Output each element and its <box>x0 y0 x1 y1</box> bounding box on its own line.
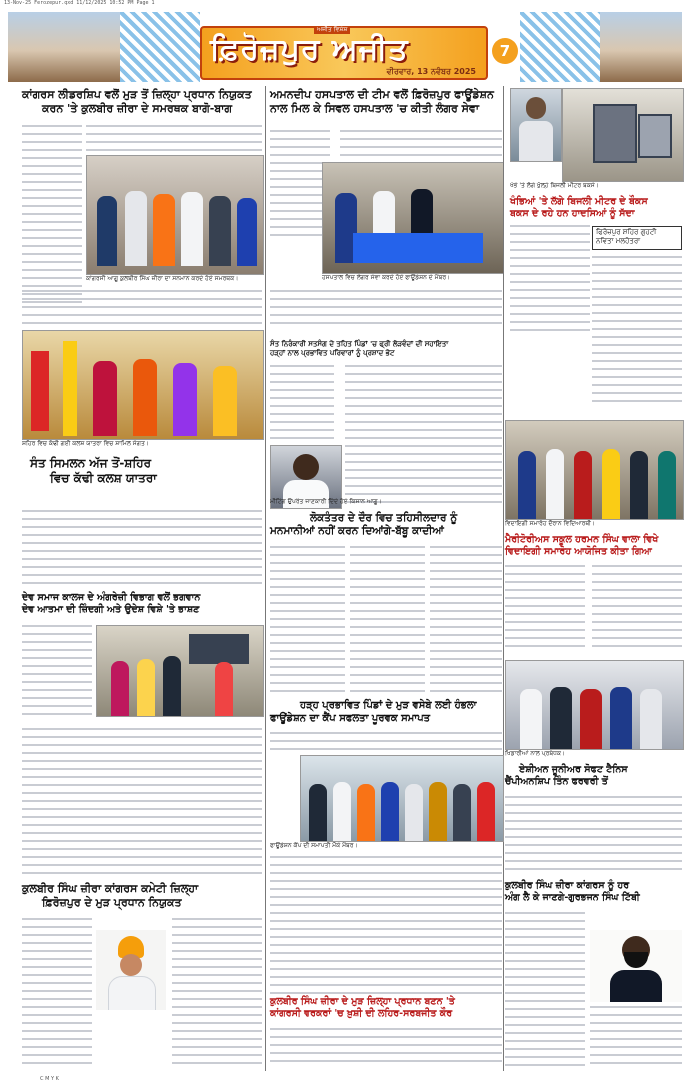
page-number: 7 <box>492 38 518 64</box>
masthead-pattern-right <box>520 12 600 82</box>
article-2-body-bottom <box>270 290 502 330</box>
kalash-photo-caption: ਸ਼ਹਿਰ ਵਿਚ ਕੱਢੀ ਗਈ ਕਲਸ਼ ਯਾਤਰਾ ਵਿਚ ਸ਼ਾਮਿਲ ਸੰਗਤ। <box>22 440 149 447</box>
article-7-headline <box>22 592 262 616</box>
article-13-headline-line2: ਹੜ੍ਹਾਂ ਨਾਲ ਪ੍ਰਭਾਵਿਤ ਪਰਿਵਾਰਾਂ ਨੂੰ ਪ੍ਰਸ਼ਾਦ ਭੇਟ <box>270 348 395 357</box>
article-9-headline <box>505 764 682 788</box>
masthead-title-box <box>200 26 488 80</box>
masthead <box>0 12 687 82</box>
article-10-headline-line2: ਫ਼ਿਰੋਜ਼ਪੁਰ ਦੇ ਮੁੜ ਪ੍ਰਧਾਨ ਨਿਯੁਕਤ <box>42 895 182 909</box>
article-2-body-top <box>340 130 502 160</box>
article-7-headline-line2: ਦੇਵ ਆਤਮਾ ਦੀ ਜ਼ਿੰਦਗੀ ਅਤੇ ਉਦੇਸ਼ ਵਿਸ਼ੇ 'ਤੇ ਭਾਸ਼ਣ <box>22 603 200 615</box>
article-10-headline-line1: ਕੁਲਬੀਰ ਸਿੰਘ ਜ਼ੀਰਾ ਕਾਂਗਰਸ ਕਮੇਟੀ ਜ਼ਿਲ੍ਹਾ <box>22 882 199 895</box>
article-1-body-top <box>86 125 262 155</box>
masthead-title: ਫ਼ਿਰੋਜ਼ਪੁਰ ਅਜੀਤ <box>210 32 409 67</box>
article-11-headline <box>505 880 682 904</box>
article-7-body-bottom <box>22 728 262 878</box>
article-6-body-col1 <box>505 565 585 655</box>
article-13-headline <box>270 340 502 358</box>
article-3-body-col1 <box>510 225 590 335</box>
article-6-headline-line1: ਮੈਰੀਟੋਰੀਅਸ ਸਕੂਲ ਹਰਮਨ ਸਿੰਘ ਵਾਲਾ ਵਿਖੇ <box>505 534 659 545</box>
masthead-small-label: ਅਜੀਤ ਵਿਸ਼ੇਸ਼ <box>314 26 350 34</box>
article-13-headline-line1: ਸੰਤ ਨਿਰੰਕਾਰੀ ਸਤਸੰਗ ਦੇ ਤਹਿਤ ਪਿੰਡਾਂ 'ਚ ਫ੍ਰੀ ਲੋੜਵੰਦਾਂ ਦੀ ਸਹਾਇਤਾ <box>270 340 449 348</box>
article-4-body-col1 <box>270 546 345 696</box>
article-1-headline-line2: ਕਰਨ 'ਤੇ ਕੁਲਬੀਰ ਜ਼ੀਰਾ ਦੇ ਸਮਰਥਕ ਬਾਗੋ-ਬਾਗ <box>42 101 233 115</box>
article-3-body-col2 <box>592 256 682 406</box>
reporter-photo <box>510 88 562 162</box>
print-slug: 13-Nov-25 Ferozepur.qxd 11/12/2025 10:52 PM Page 1 <box>4 0 155 6</box>
article-6-headline <box>505 534 682 558</box>
article-13-body-col1 <box>270 365 334 445</box>
article-4-headline-line2: ਮਨਮਾਨੀਆਂ ਨਹੀਂ ਕਰਨ ਦਿਆਂਗੇ-ਬੱਬੂ ਕਾਦੀਆਂ <box>270 525 444 538</box>
column-rule-1 <box>265 86 266 1071</box>
article-1-photo-caption: ਕਾਂਗਰਸੀ ਆਗੂ ਕੁਲਬੀਰ ਸਿੰਘ ਜ਼ੀਰਾ ਦਾ ਸਨਮਾਨ ਕਰਦੇ ਹੋਏ ਸਮਰਥਕ। <box>86 275 239 282</box>
meter-box-photo <box>562 88 684 182</box>
flood-photo-caption: ਫਾਊਂਡੇਸ਼ਨ ਕੈਂਪ ਦੀ ਸਮਾਪਤੀ ਮੌਕੇ ਮੈਂਬਰ। <box>270 842 358 849</box>
article-9-body <box>505 796 682 876</box>
article-6-headline-line2: ਵਿਦਾਇਗੀ ਸਮਾਰੋਹ ਆਯੋਜਿਤ ਕੀਤਾ ਗਿਆ <box>505 545 652 557</box>
meritorious-photo-caption: ਵਿਦਾਇਗੀ ਸਮਾਰੋਹ ਦੌਰਾਨ ਵਿਦਿਆਰਥੀ। <box>505 520 596 527</box>
tennis-photo-caption: ਖਿਡਾਰੀਆਂ ਨਾਲ ਪ੍ਰਬੰਧਕ। <box>505 750 566 757</box>
article-13-body-col2 <box>345 365 502 510</box>
article-3-author-box <box>592 226 682 250</box>
kalash-yatra-photo <box>22 330 264 440</box>
article-3-author-line1: ਫਿਰੋਜ਼ਪੁਰ ਸ਼ਹਿਰ ਗੁਹਟੀ <box>596 228 657 236</box>
article-9-headline-line2: ਚੈਂਪੀਅਨਸ਼ਿਪ ਤਿੰਨ ਫਰਵਰੀ ਤੋਂ <box>505 775 608 787</box>
article-6-body-col2 <box>592 565 682 655</box>
article-2-headline-line1: ਅਮਨਦੀਪ ਹਸਪਤਾਲ ਦੀ ਟੀਮ ਵਲੋਂ ਫ਼ਿਰੋਜ਼ਪੁਰ ਫਾਊਂਡੇਸ਼ਨ <box>270 88 494 101</box>
article-5-headline-line1: ਸੰਤ ਸਿਮਲਨ ਅੱਜ ਤੋਂ-ਸ਼ਹਿਰ <box>30 456 152 470</box>
langar-seva-photo <box>322 162 504 274</box>
article-4-body-col2 <box>350 546 425 696</box>
article-5-headline-line2: ਵਿਚ ਕੱਢੀ ਕਲਸ਼ ਯਾਤਰਾ <box>50 471 157 485</box>
dev-samaj-photo <box>96 625 264 717</box>
tennis-photo <box>505 660 684 750</box>
kisan-meeting-caption: ਮੀਟਿੰਗ ਉਪਰੰਤ ਜਾਣਕਾਰੀ ਦਿੰਦੇ ਹੋਏ ਕਿਸਾਨ ਆਗੂ। <box>270 498 382 505</box>
masthead-photo-left <box>8 12 120 82</box>
article-2-headline <box>270 88 502 116</box>
langar-photo-caption: ਹਸਪਤਾਲ ਵਿਚ ਲੰਗਰ ਸੇਵਾ ਕਰਦੇ ਹੋਏ ਫਾਊਂਡੇਸ਼ਨ ਦੇ ਮੈਂਬਰ। <box>322 274 451 281</box>
article-11-body-col2 <box>590 1006 682 1070</box>
article-1-body-col1 <box>22 125 82 315</box>
print-color-bar: C M Y K <box>40 1076 59 1082</box>
article-8-body-top <box>270 732 502 752</box>
article-8-headline-line2: ਫਾਊਂਡੇਸ਼ਨ ਦਾ ਕੈਂਪ ਸਫਲਤਾ ਪੂਰਵਕ ਸਮਾਪਤ <box>270 712 431 724</box>
article-12-body <box>270 1028 502 1072</box>
gurbhajan-tibbi-portrait <box>590 930 682 1002</box>
article-4-body-col3 <box>430 546 502 696</box>
article-12-headline-line1: ਕੁਲਬੀਰ ਸਿੰਘ ਜ਼ੀਰਾ ਦੇ ਮੁੜ ਜ਼ਿਲ੍ਹਾ ਪ੍ਰਧਾਨ ਬਣਨ 'ਤੇ <box>270 996 455 1007</box>
article-1-photo <box>86 155 264 275</box>
article-11-headline-line2: ਅੰਗ ਲੈ ਕੇ ਜਾਣਗੇ-ਗੁਰਭਜਨ ਸਿੰਘ ਟਿੱਬੀ <box>505 891 640 903</box>
article-3-headline-line2: ਬਕਸ ਦੇ ਰਹੇ ਹਨ ਹਾਦਸਿਆਂ ਨੂੰ ਸੱਦਾ <box>510 207 635 219</box>
article-1-body-bottom <box>22 290 262 330</box>
article-8-headline-line1: ਹੜ੍ਹ ਪ੍ਰਭਾਵਿਤ ਪਿੰਡਾਂ ਦੇ ਮੁੜ ਵਸੇਬੇ ਲਈ ਹੰਭਲਾ <box>300 700 477 711</box>
masthead-date: ਵੀਰਵਾਰ, 13 ਨਵੰਬਰ 2025 <box>386 67 476 76</box>
article-11-headline-line1: ਕੁਲਬੀਰ ਸਿੰਘ ਜ਼ੀਰਾ ਕਾਂਗਰਸ ਨੂੰ ਹਰ <box>505 880 630 891</box>
article-1-headline-line1: ਕਾਂਗਰਸ ਲੀਡਰਸ਼ਿਪ ਵਲੋਂ ਮੁੜ ਤੋਂ ਜ਼ਿਲ੍ਹਾ ਪ੍ਰਧਾਨ ਨਿਯੁਕਤ <box>22 88 252 101</box>
meritorious-school-photo <box>505 420 684 520</box>
masthead-photo-right <box>600 12 682 82</box>
article-2-body-col1 <box>270 130 330 240</box>
article-12-headline <box>270 996 502 1020</box>
article-4-headline <box>270 512 502 538</box>
article-1-headline <box>22 88 262 116</box>
masthead-pattern-left <box>120 12 200 82</box>
article-12-headline-line2: ਕਾਂਗਰਸੀ ਵਰਕਰਾਂ 'ਚ ਖ਼ੁਸ਼ੀ ਦੀ ਲਹਿਰ-ਸਰਬਜੀਤ ਕੌਰ <box>270 1007 453 1019</box>
article-3-author-line2: ਨਵਿਤਾ ਮਲਹੋਤਰਾ <box>596 237 641 245</box>
article-4-headline-line1: ਲੋਕਤੰਤਰ ਦੇ ਦੌਰ ਵਿਚ ਤਹਿਸੀਲਦਾਰ ਨੂੰ <box>310 512 458 524</box>
article-10-body-col1 <box>22 918 92 1068</box>
article-8-body-bottom <box>270 856 502 996</box>
kulbir-zira-portrait <box>96 930 166 1010</box>
flood-camp-photo <box>300 755 504 842</box>
article-8-headline <box>270 700 502 725</box>
article-5-headline <box>30 456 262 486</box>
meter-photo-caption: ਖੰਭੇ 'ਤੇ ਲੱਗੇ ਖੁੱਲ੍ਹੇ ਬਿਜਲੀ ਮੀਟਰ ਬਕਸੇ। <box>510 182 599 189</box>
article-10-body-col2 <box>172 918 262 1068</box>
article-3-headline-line1: ਖੰਭਿਆਂ 'ਤੇ ਲੱਗੇ ਬਿਜਲੀ ਮੀਟਰ ਦੇ ਬੌਕਸ <box>510 196 648 207</box>
article-10-headline <box>22 882 262 910</box>
article-5-body <box>22 510 262 590</box>
article-11-body-col1 <box>505 912 585 1070</box>
article-7-body <box>22 625 92 725</box>
article-7-headline-line1: ਦੇਵ ਸਮਾਜ ਕਾਲਜ ਦੇ ਅੰਗਰੇਜ਼ੀ ਵਿਭਾਗ ਵਲੋਂ ਭਗਵਾਨ <box>22 592 201 603</box>
article-3-headline <box>510 196 682 220</box>
article-2-headline-line2: ਨਾਲ ਮਿਲ ਕੇ ਸਿਵਲ ਹਸਪਤਾਲ 'ਚ ਕੀਤੀ ਲੰਗਰ ਸੇਵਾ <box>270 101 480 115</box>
column-rule-2 <box>503 86 504 1071</box>
article-9-headline-line1: ਏਸ਼ੀਅਨ ਜੂਨੀਅਰ ਸੋਫਟ ਟੈਨਿਸ <box>519 764 628 775</box>
